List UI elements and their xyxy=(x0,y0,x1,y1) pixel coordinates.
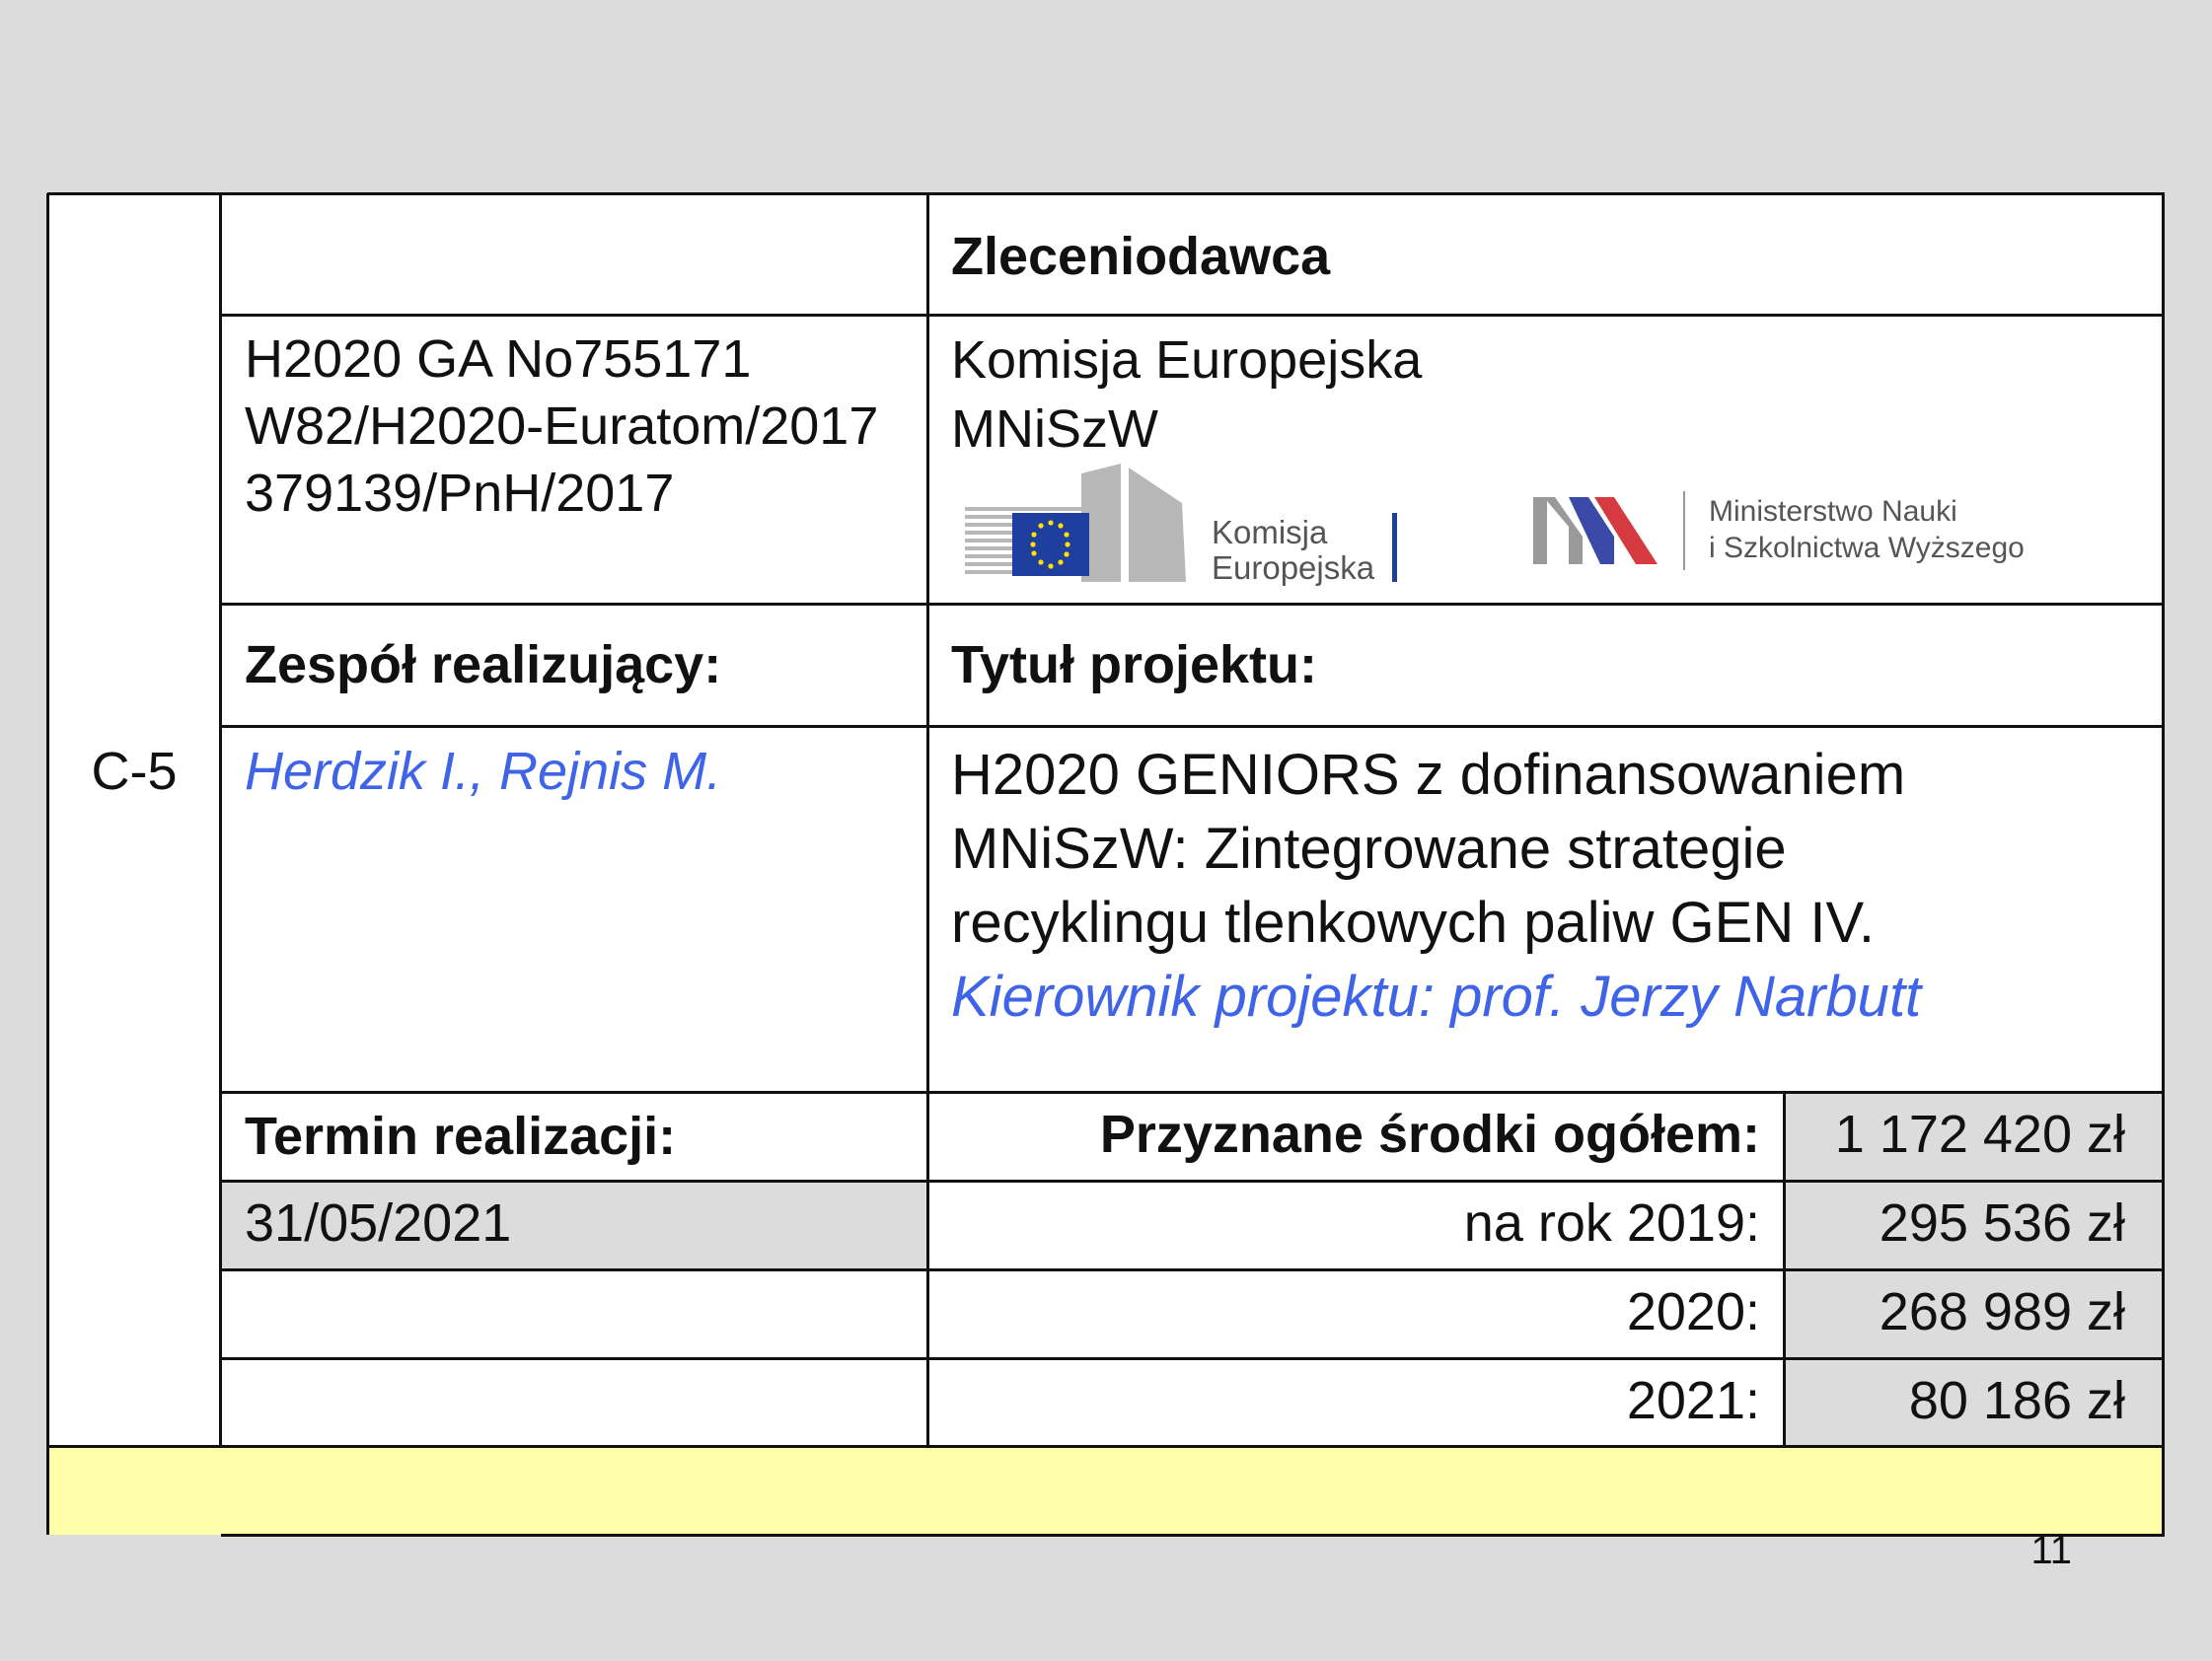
ministry-logo-text xyxy=(1709,493,2025,566)
project-title xyxy=(927,738,2161,1034)
table-line xyxy=(221,314,2165,317)
client-name: MNiSzW xyxy=(951,399,1158,459)
client-list xyxy=(927,325,2161,464)
table-line xyxy=(221,1091,2165,1094)
project-leader: Kierownik projektu: prof. Jerzy Narbutt xyxy=(951,965,1922,1029)
ministry-logo xyxy=(1531,487,2044,576)
deadline-label: Termin realizacji: xyxy=(245,1107,677,1166)
ec-logo-line: Europejska xyxy=(1212,549,1375,586)
ec-logo-text xyxy=(1212,515,1374,586)
funding-total-value: 1 172 420 zł xyxy=(1834,1105,2125,1164)
ministry-logo-line: i Szkolnictwa Wyższego xyxy=(1709,532,2025,564)
ministry-emblem-icon xyxy=(1531,487,1659,566)
table-border-top xyxy=(47,192,2165,195)
client-name: Komisja Europejska xyxy=(951,330,1423,390)
project-title-line: MNiSzW: Zintegrowane strategie xyxy=(951,817,1787,881)
project-title-line: H2020 GENIORS z dofinansowaniem xyxy=(951,743,1906,807)
funding-year-value: 295 536 zł xyxy=(1879,1193,2125,1253)
highlight-band xyxy=(47,1446,2163,1535)
grant-number: H2020 GA No755171 xyxy=(245,329,752,389)
european-commission-logo xyxy=(963,464,1407,586)
ec-logo-line: Komisja xyxy=(1212,514,1328,550)
deadline-value: 31/05/2021 xyxy=(245,1193,512,1253)
client-header: Zleceniodawca xyxy=(951,227,1331,286)
table-line xyxy=(221,1180,2165,1183)
table-line xyxy=(221,1357,2165,1360)
table-line xyxy=(47,1445,2165,1448)
table-line xyxy=(221,1268,2165,1271)
ministry-separator xyxy=(1683,491,1685,570)
grant-number: W82/H2020-Euratom/2017 xyxy=(245,397,879,456)
ministry-logo-line: Ministerstwo Nauki xyxy=(1709,495,1957,528)
project-title-line: recyklingu tlenkowych paliw GEN IV. xyxy=(951,891,1875,955)
table-border-left xyxy=(46,193,49,1535)
grant-numbers xyxy=(221,325,927,527)
funding-total-label: Przyznane środki ogółem: xyxy=(1099,1105,1760,1164)
row-label: C-5 xyxy=(91,742,178,801)
project-title-label: Tytuł projektu: xyxy=(951,635,1317,694)
team-label: Zespół realizujący: xyxy=(245,635,722,694)
table-border-bottom xyxy=(221,1534,2165,1537)
page-number: 11 xyxy=(2030,1529,2072,1572)
table-line xyxy=(221,725,2165,728)
funding-year-label: 2021: xyxy=(1626,1371,1760,1430)
funding-year-label: 2020: xyxy=(1626,1282,1760,1341)
ec-logo-bar xyxy=(1392,513,1397,582)
team-members: Herdzik I., Rejnis M. xyxy=(245,742,722,801)
funding-year-value: 80 186 zł xyxy=(1908,1371,2125,1430)
funding-year-label: na rok 2019: xyxy=(1463,1193,1760,1253)
ec-building-icon xyxy=(963,464,1200,586)
grant-number: 379139/PnH/2017 xyxy=(245,464,675,523)
funding-year-value: 268 989 zł xyxy=(1879,1282,2125,1341)
table-line xyxy=(221,603,2165,606)
